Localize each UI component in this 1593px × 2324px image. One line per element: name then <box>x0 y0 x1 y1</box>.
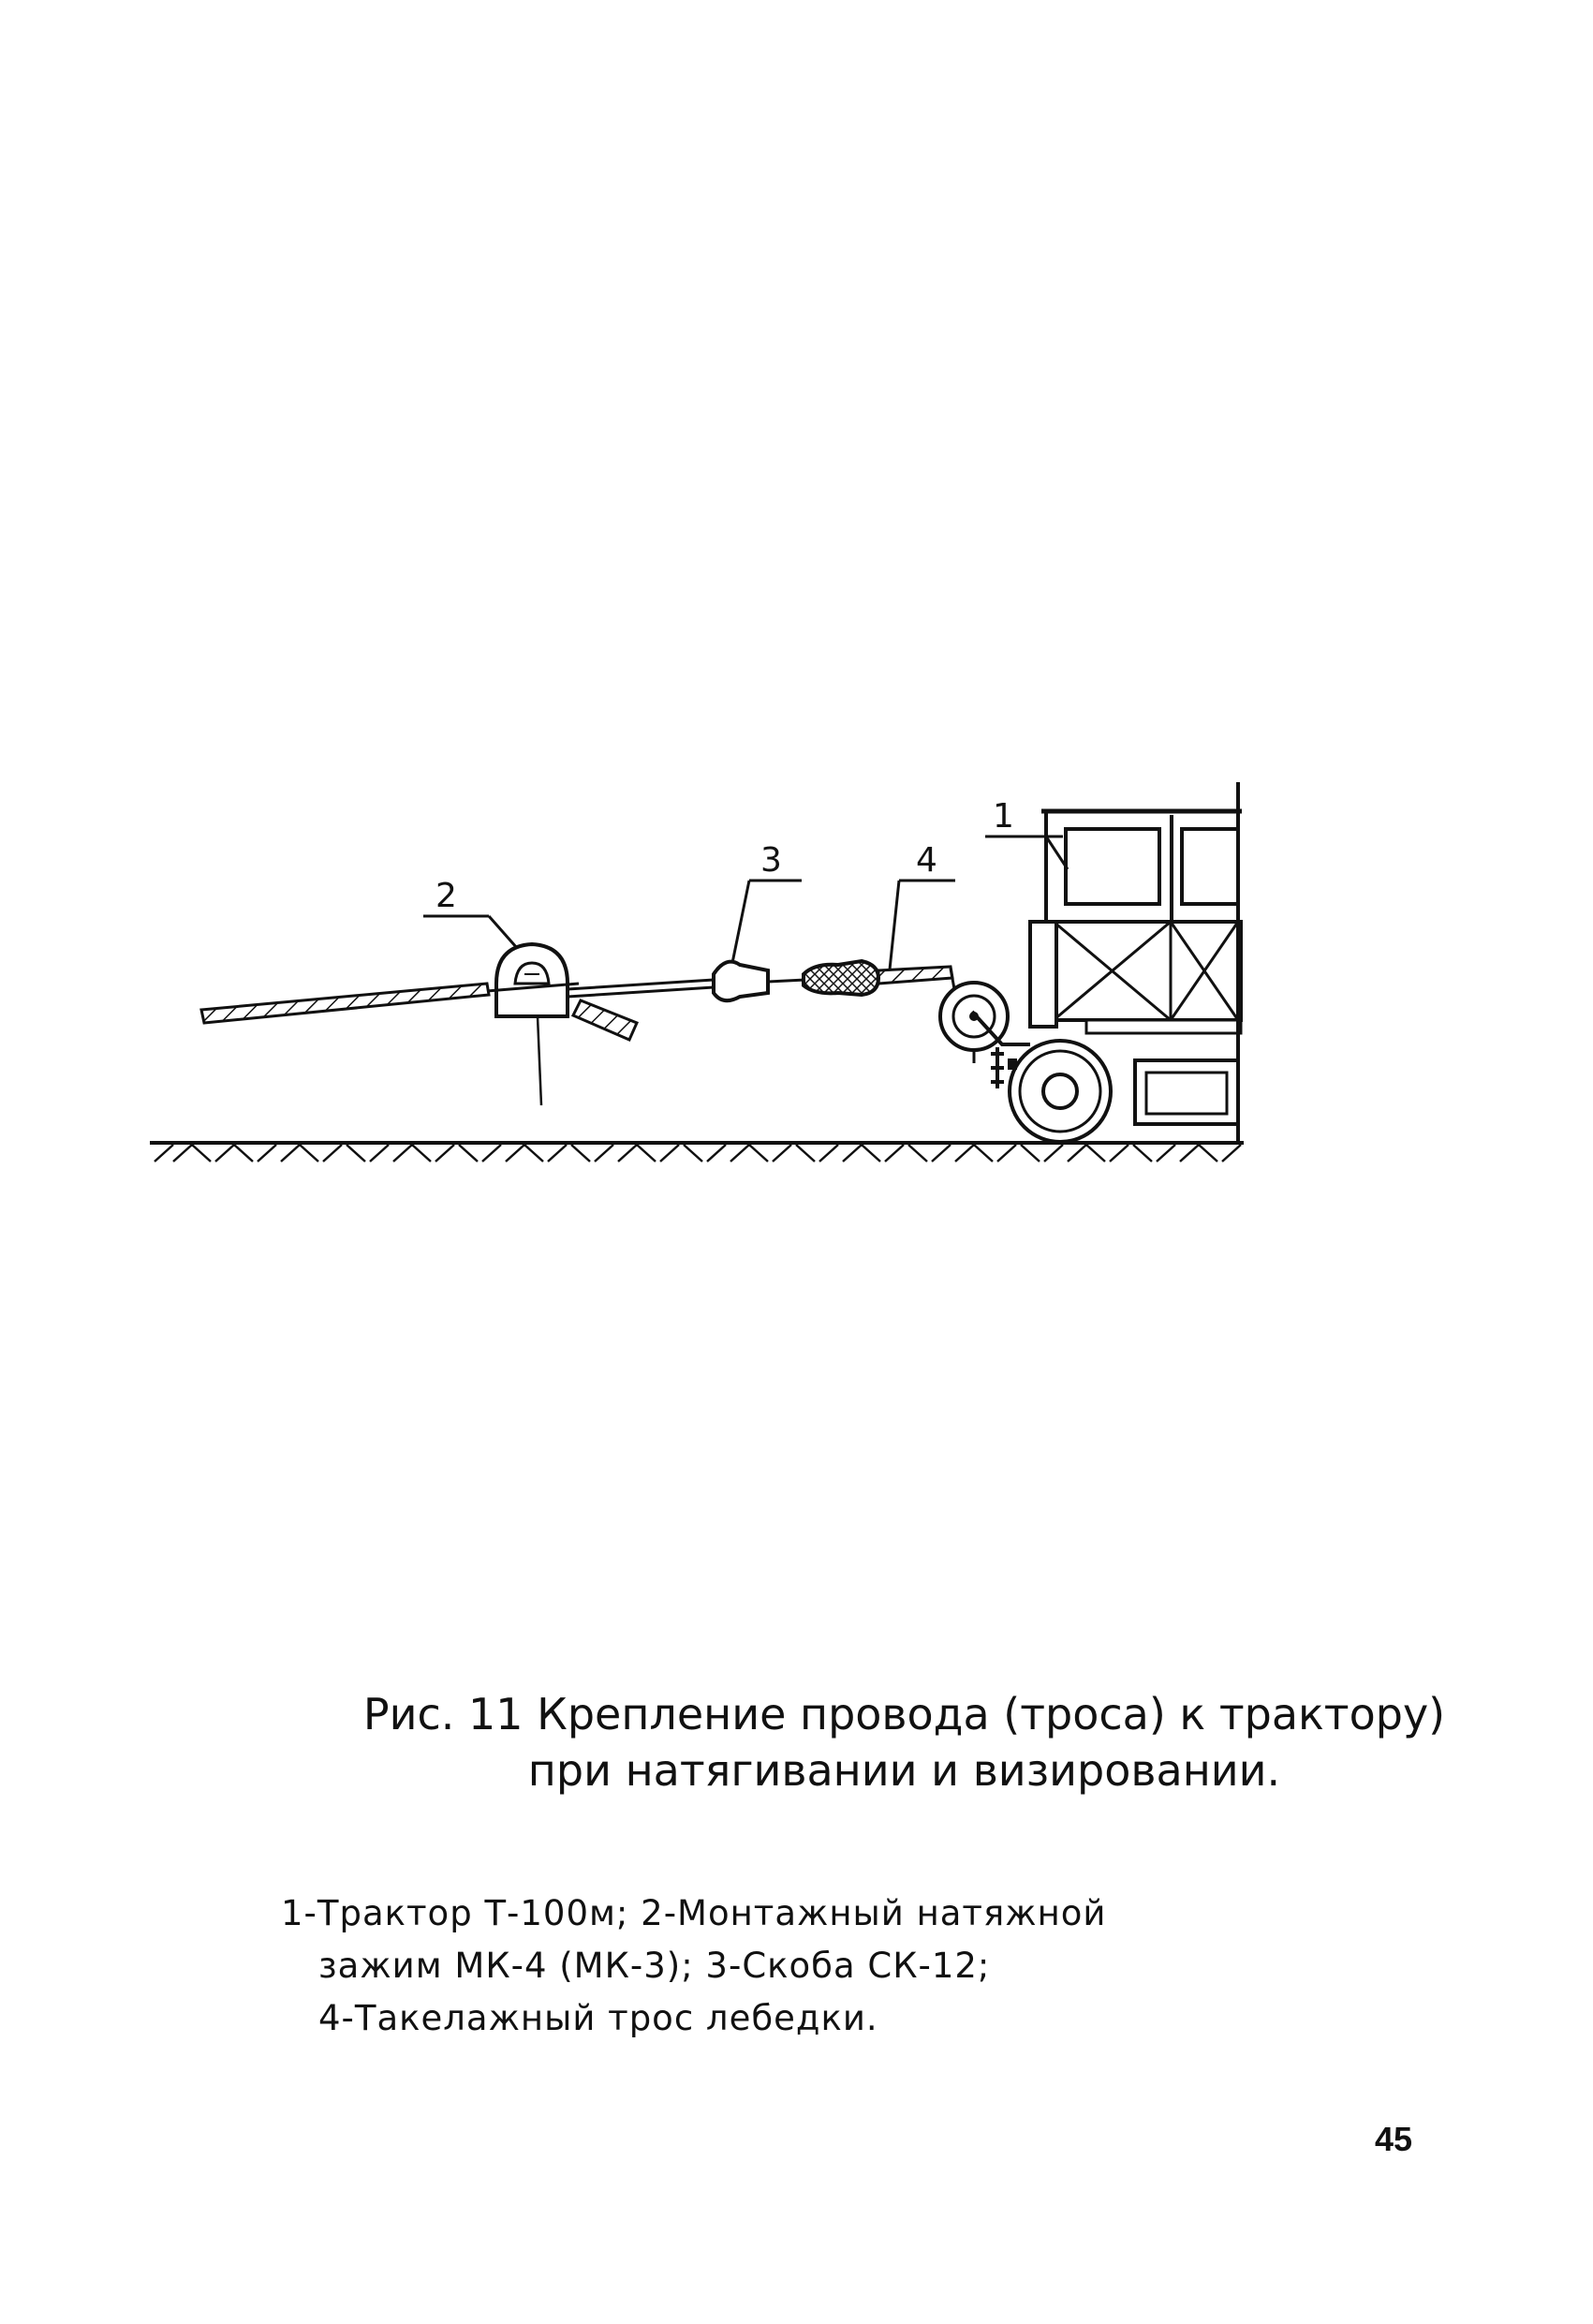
ground <box>150 1143 1244 1162</box>
caption-title-line-2: при натягивании и визировании. <box>527 1745 1281 1796</box>
conductor-wire <box>201 984 489 1023</box>
callout-label-1: 1 <box>993 797 1014 836</box>
legend-line-2: зажим МК-4 (МК-3); 3-Скоба СК-12; <box>318 1946 991 1986</box>
caption-title-line-1: Рис. 11 Крепление провода (троса) к трактору) <box>362 1689 1446 1739</box>
legend-line-1: 1-Трактор Т-100м; 2-Монтажный натяжной <box>281 1893 1107 1933</box>
rigging-coupling <box>804 961 878 995</box>
pull-cable <box>568 980 714 997</box>
tension-clamp <box>487 944 637 1105</box>
figure-caption <box>0 1686 1593 1799</box>
callout-4 <box>890 841 955 970</box>
shackle <box>714 962 805 1001</box>
callout-2 <box>423 877 517 948</box>
legend-line-3: 4-Такелажный трос лебедки. <box>318 1998 878 2038</box>
callout-label-3: 3 <box>760 841 782 880</box>
page-number: 45 <box>1375 2120 1413 2158</box>
callout-label-2: 2 <box>435 877 457 915</box>
callout-label-4: 4 <box>916 841 937 880</box>
callout-3 <box>732 841 802 963</box>
figure-legend <box>281 1887 1358 2045</box>
